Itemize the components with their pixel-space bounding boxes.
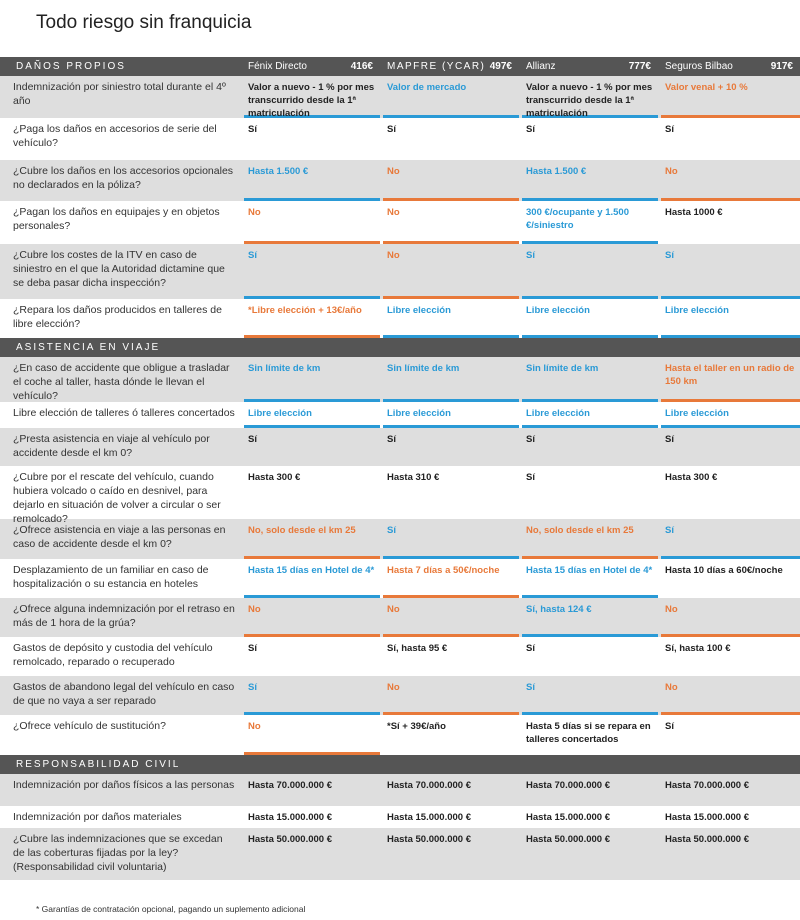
section-header	[0, 755, 800, 774]
row-question: ¿Ofrece alguna indemnización por el retraso en más de 1 hora de la grúa?	[13, 603, 235, 629]
table-cell: Hasta 300 €	[248, 472, 301, 483]
table-cell: Sí	[661, 519, 800, 559]
table-cell: *Libre elección + 13€/año	[244, 299, 380, 338]
company-name: Allianz	[526, 61, 556, 72]
company-price: 416€	[350, 61, 373, 72]
table-cell: Sí	[526, 434, 535, 445]
table-cell: No	[244, 715, 380, 755]
table-row	[0, 76, 800, 118]
table-cell: Sí	[387, 434, 396, 445]
section-header	[0, 57, 800, 76]
table-cell: Hasta 7 días a 50€/noche	[383, 559, 519, 598]
table-cell: Sí	[665, 721, 674, 732]
company-header	[380, 61, 519, 72]
table-cell: Hasta 70.000.000 €	[387, 780, 471, 791]
table-row	[0, 160, 800, 201]
table-cell: No	[661, 676, 800, 715]
table-cell: Hasta 50.000.000 €	[387, 834, 471, 845]
company-header	[241, 61, 380, 72]
page-title: Todo riesgo sin franquicia	[36, 12, 252, 33]
row-question: ¿Cubre por el rescate del vehículo, cuando hubiera volcado o caído en desnivel, para dejarlo en situación de volver a circular o ser remolcado?	[13, 471, 221, 525]
table-cell: Sí	[383, 519, 519, 559]
company-price: 777€	[628, 61, 651, 72]
row-question: Libre elección de talleres ó talleres concertados	[13, 407, 235, 419]
table-row	[0, 402, 800, 428]
table-cell: Valor a nuevo - 1 % por mes transcurrido desde la 1ª matriculación	[522, 76, 658, 118]
row-question: Indemnización por siniestro total durante el 4º año	[13, 81, 226, 107]
company-name: MAPFRE (YCAR)	[387, 61, 486, 72]
row-question: Gastos de abandono legal del vehículo en caso de que no vaya a ser reparado	[13, 681, 235, 707]
table-cell: Sí	[248, 643, 257, 654]
table-cell: No	[661, 598, 800, 637]
table-cell: No	[244, 201, 380, 244]
table-cell: Hasta 1.500 €	[522, 160, 658, 201]
table-cell: Hasta 70.000.000 €	[248, 780, 332, 791]
table-cell: Libre elección	[661, 402, 800, 428]
table-cell: Sin límite de km	[244, 357, 380, 402]
section-header	[0, 338, 800, 357]
table-row	[0, 559, 800, 598]
table-row	[0, 774, 800, 806]
section-label: DAÑOS PROPIOS	[16, 61, 126, 72]
table-cell: Hasta 15.000.000 €	[248, 812, 332, 823]
row-question: ¿En caso de accidente que obligue a trasladar el coche al taller, hasta dónde le llevan el vehículo?	[13, 362, 230, 402]
company-name: Fénix Directo	[248, 61, 307, 72]
table-cell: Hasta 50.000.000 €	[526, 834, 610, 845]
table-row	[0, 598, 800, 637]
table-row	[0, 828, 800, 880]
company-header	[519, 61, 658, 72]
table-cell: Hasta 50.000.000 €	[665, 834, 749, 845]
table-cell: Hasta 310 €	[387, 472, 440, 483]
table-cell: Sí, hasta 100 €	[665, 643, 731, 654]
table-cell: Hasta 50.000.000 €	[248, 834, 332, 845]
table-cell: Libre elección	[522, 402, 658, 428]
table-cell: Hasta el taller en un radio de 150 km	[661, 357, 800, 402]
table-cell: No, solo desde el km 25	[244, 519, 380, 559]
table-cell: Libre elección	[661, 299, 800, 338]
row-question: ¿Repara los daños producidos en talleres de libre elección?	[13, 304, 222, 330]
table-cell: Hasta 1000 €	[665, 207, 723, 218]
table-row	[0, 299, 800, 338]
row-question: Desplazamiento de un familiar en caso de hospitalización o su estancia en hoteles	[13, 564, 209, 590]
table-row	[0, 244, 800, 299]
table-cell: Sí	[526, 124, 535, 135]
row-question: ¿Presta asistencia en viaje al vehículo por accidente desde el km 0?	[13, 433, 210, 459]
table-row	[0, 519, 800, 559]
row-question: Gastos de depósito y custodia del vehículo remolcado, reparado o recuperado	[13, 642, 213, 668]
row-question: ¿Pagan los daños en equipajes y en objetos personales?	[13, 206, 220, 232]
section-label: ASISTENCIA EN VIAJE	[16, 342, 161, 353]
table-cell: No	[661, 160, 800, 201]
table-cell: Hasta 15.000.000 €	[665, 812, 749, 823]
table-row	[0, 806, 800, 828]
table-cell: No	[383, 598, 519, 637]
table-cell: Hasta 1.500 €	[244, 160, 380, 201]
row-question: Indemnización por daños materiales	[13, 811, 182, 823]
table-row	[0, 637, 800, 676]
row-question: ¿Cubre los daños en los accesorios opcionales no declarados en la póliza?	[13, 165, 234, 191]
table-cell: No	[383, 244, 519, 299]
table-cell: Sí	[244, 676, 380, 715]
table-cell: Sí	[522, 676, 658, 715]
table-row	[0, 466, 800, 525]
table-cell: Sí	[244, 244, 380, 299]
table-cell: Valor venal + 10 %	[661, 76, 800, 118]
table-cell: Hasta 70.000.000 €	[526, 780, 610, 791]
row-question: ¿Paga los daños en accesorios de serie del vehículo?	[13, 123, 217, 149]
table-cell: Sí, hasta 124 €	[522, 598, 658, 637]
row-question: ¿Ofrece asistencia en viaje a las personas en caso de accidente desde el km 0?	[13, 524, 226, 550]
company-price: 497€	[489, 61, 512, 72]
table-cell: No	[244, 598, 380, 637]
table-cell: Libre elección	[244, 402, 380, 428]
table-cell: Sí	[665, 434, 674, 445]
table-cell: Libre elección	[383, 402, 519, 428]
row-question: ¿Ofrece vehículo de sustitución?	[13, 720, 166, 732]
table-row	[0, 118, 800, 160]
company-name: Seguros Bilbao	[665, 61, 733, 72]
table-cell: Sí	[248, 434, 257, 445]
table-row	[0, 201, 800, 244]
footnote: * Garantías de contratación opcional, pagando un suplemento adicional	[36, 904, 306, 914]
table-cell: Sí	[522, 244, 658, 299]
table-cell: Hasta 15.000.000 €	[387, 812, 471, 823]
table-cell: Sin límite de km	[383, 357, 519, 402]
table-cell: No	[383, 676, 519, 715]
table-cell: Hasta 10 días a 60€/noche	[665, 565, 783, 576]
table-cell: No	[383, 160, 519, 201]
row-question: Indemnización por daños físicos a las personas	[13, 779, 235, 791]
table-row	[0, 715, 800, 755]
table-cell: Sí	[248, 124, 257, 135]
table-cell: Hasta 5 días si se repara en talleres concertados	[526, 721, 651, 745]
table-row	[0, 428, 800, 466]
table-cell: *Sí + 39€/año	[387, 721, 446, 732]
comparison-table	[0, 57, 800, 880]
table-cell: Hasta 70.000.000 €	[665, 780, 749, 791]
table-cell: Sí	[387, 124, 396, 135]
row-question: ¿Cubre los costes de la ITV en caso de siniestro en el que la Autoridad dictamine que se deba pasar dicha inspección?	[13, 249, 225, 289]
table-cell: Sí	[661, 244, 800, 299]
table-cell: 300 €/ocupante y 1.500 €/siniestro	[522, 201, 658, 244]
row-question: ¿Cubre las indemnizaciones que se excedan de las coberturas fijadas por la ley? (Responsabilidad civil voluntaria)	[13, 833, 223, 873]
table-cell: Sí, hasta 95 €	[387, 643, 448, 654]
table-cell: Sí	[526, 472, 535, 483]
table-cell: No, solo desde el km 25	[522, 519, 658, 559]
table-row	[0, 357, 800, 402]
table-cell: Valor a nuevo - 1 % por mes transcurrido desde la 1ª matriculación	[244, 76, 380, 118]
table-cell: Hasta 300 €	[665, 472, 718, 483]
table-cell: Sí	[665, 124, 674, 135]
table-cell: Sin límite de km	[522, 357, 658, 402]
table-cell: Libre elección	[383, 299, 519, 338]
table-cell: No	[383, 201, 519, 244]
section-label: RESPONSABILIDAD CIVIL	[16, 759, 181, 770]
table-row	[0, 676, 800, 715]
table-cell: Libre elección	[522, 299, 658, 338]
table-cell: Hasta 15.000.000 €	[526, 812, 610, 823]
table-cell: Sí	[526, 643, 535, 654]
table-cell: Hasta 15 días en Hotel de 4*	[244, 559, 380, 598]
company-header	[658, 61, 800, 72]
company-price: 917€	[770, 61, 793, 72]
table-cell: Valor de mercado	[383, 76, 519, 118]
table-cell: Hasta 15 días en Hotel de 4*	[522, 559, 658, 598]
